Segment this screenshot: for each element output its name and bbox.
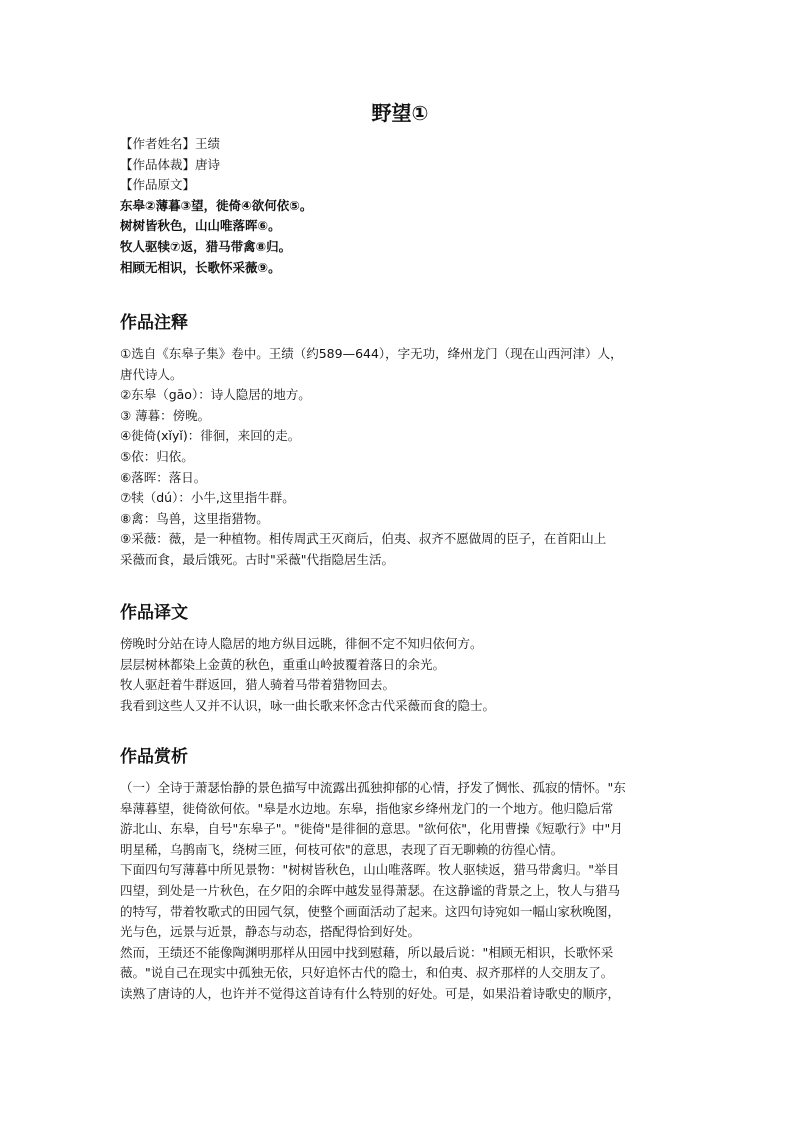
page-title: 野望①	[371, 101, 429, 125]
poem-line: 牧人驱犊⑦返，猎马带禽⑧归。	[120, 238, 292, 254]
appreciation-line: 皋薄暮望，徙倚欲何依。"皋是水边地。东皋，指他家乡绛州龙门的一个地方。他归隐后常	[120, 800, 614, 816]
appreciation-line: 游北山、东皋，自号"东皋子"。"徙倚"是徘徊的意思。"欲何依"，化用曹操《短歌行》中"月	[120, 821, 623, 837]
note-line: 唐代诗人。	[120, 366, 183, 382]
note-line: ②东皋（gāo）：诗人隐居的地方。	[120, 387, 311, 403]
translation-section	[120, 634, 680, 716]
notes-heading: 作品注释	[120, 313, 188, 333]
poem-line: 树树皆秋色，山山唯落晖⑥。	[120, 218, 281, 234]
appreciation-line: 光与色，远景与近景，静态与动态，搭配得恰到好处。	[120, 924, 421, 940]
appreciation-line: 读熟了唐诗的人，也许并不觉得这首诗有什么特别的好处。可是，如果沿着诗歌史的顺序，	[120, 985, 621, 1001]
note-line: ③ 薄暮：傍晚。	[120, 407, 211, 423]
note-line: ⑤依：归依。	[120, 448, 194, 464]
notes-section	[120, 344, 680, 571]
translation-line: 我看到这些人又并不认识，咏一曲长歌来怀念古代采薇而食的隐士。	[120, 697, 496, 713]
translation-line: 牧人驱赶着牛群返回，猎人骑着马带着猎物回去。	[120, 677, 396, 693]
translation-heading: 作品译文	[120, 603, 188, 623]
poem-meta	[120, 134, 680, 278]
poem-line: 相顾无相识，长歌怀采薇⑨。	[120, 259, 281, 275]
translation-line: 傍晚时分站在诗人隐居的地方纵目远眺，徘徊不定不知归依何方。	[120, 636, 483, 651]
note-line: ⑧禽：鸟兽，这里指猎物。	[120, 510, 269, 526]
translation-line: 层层树林都染上金黄的秋色，重重山岭披覆着落日的余光。	[120, 656, 446, 672]
appreciation-heading: 作品赏析	[120, 747, 188, 767]
note-line: ⑦犊（dú）：小牛,这里指牛群。	[120, 490, 295, 506]
appreciation-line: （一）全诗于萧瑟怡静的景色描写中流露出孤独抑郁的心情，抒发了惆怅、孤寂的情怀。"东	[120, 780, 626, 795]
appreciation-line: 然而，王绩还不能像陶渊明那样从田园中找到慰藉，所以最后说："相顾无相识，长歌怀采	[120, 944, 614, 960]
note-line: ⑨采薇：薇，是一种植物。相传周武王灭商后，伯夷、叔齐不愿做周的臣子，在首阳山上	[120, 531, 607, 547]
poem-line: 东皋②薄暮③望，徙倚④欲何依⑤。	[120, 197, 313, 213]
note-line: ④徙倚(xǐyǐ)：徘徊，来回的走。	[120, 428, 301, 444]
appreciation-section	[120, 778, 680, 1005]
genre-line: 【作品体裁】唐诗	[120, 156, 221, 172]
appreciation-line: 薇。"说自己在现实中孤独无依，只好追怀古代的隐士，和伯夷、叔齐那样的人交朋友了。	[120, 965, 614, 981]
appreciation-line: 的特写，带着牧歌式的田园气氛，使整个画面活动了起来。这四句诗宛如一幅山家秋晚图，	[120, 903, 621, 919]
author-line: 【作者姓名】王绩	[120, 136, 221, 151]
note-line: 采薇而食，最后饿死。古时"采薇"代指隐居生活。	[120, 551, 394, 567]
appreciation-line: 下面四句写薄暮中所见景物："树树皆秋色，山山唯落晖。牧人驱犊返，猎马带禽归。"举目	[120, 862, 620, 878]
note-line: ⑥落晖：落日。	[120, 469, 207, 485]
appreciation-line: 四望，到处是一片秋色，在夕阳的余晖中越发显得萧瑟。在这静谧的背景之上，牧人与猎马	[120, 882, 621, 898]
appreciation-line: 明星稀，乌鹊南飞，绕树三匝，何枝可依"的意思，表现了百无聊赖的彷徨心情。	[120, 841, 564, 857]
note-line: ①选自《东皋子集》卷中。王绩（约589—644），字无功，绛州龙门（现在山西河津）人，	[120, 346, 623, 361]
original-label: 【作品原文】	[120, 177, 196, 193]
